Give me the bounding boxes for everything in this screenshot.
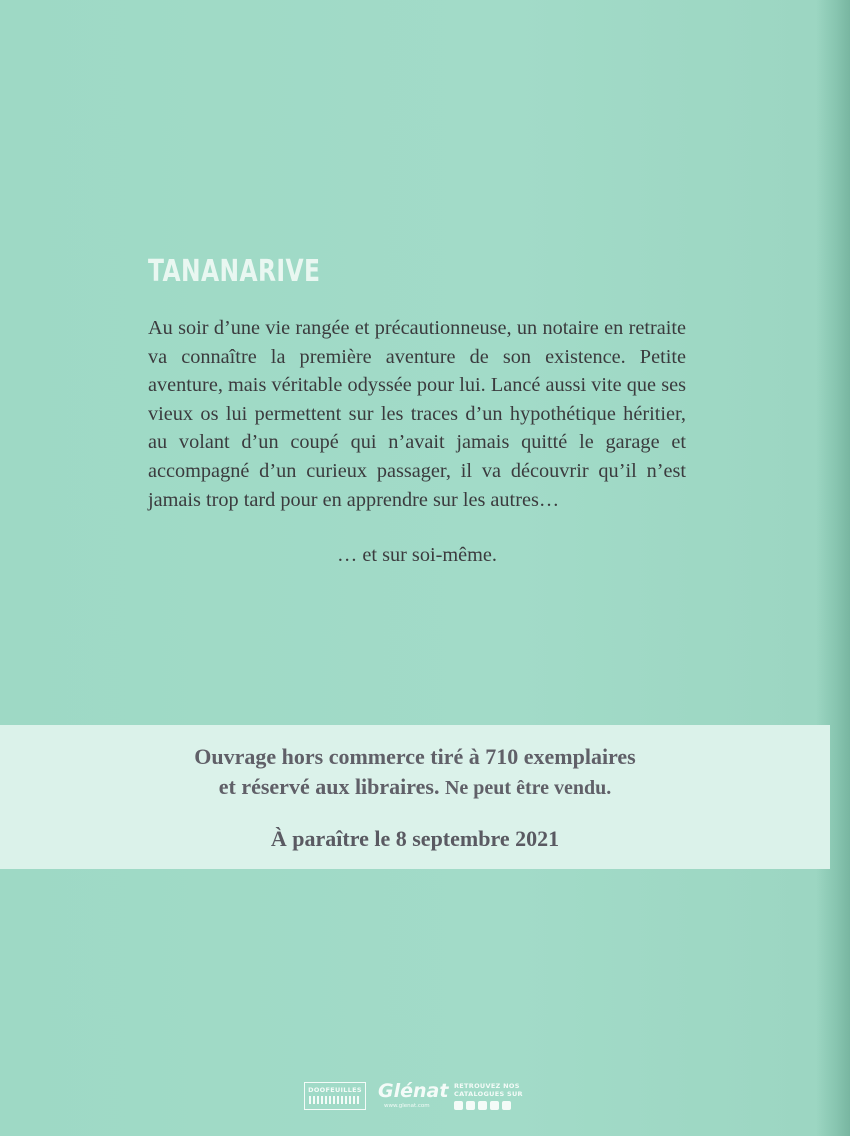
notice-line-1: Ouvrage hors commerce tiré à 710 exemplaires xyxy=(194,744,636,769)
doofeuilles-label: DOOFEUILLES xyxy=(308,1086,362,1094)
doofeuilles-logo xyxy=(304,1082,366,1110)
notice-line-2-small: Ne peut être vendu. xyxy=(444,777,612,799)
doofeuilles-pattern xyxy=(309,1096,361,1104)
glenat-label: Glénat xyxy=(378,1080,449,1102)
youtube-icon[interactable] xyxy=(490,1101,499,1110)
instagram-icon[interactable] xyxy=(478,1101,487,1110)
notice-text xyxy=(0,742,830,803)
social-icons xyxy=(454,1101,534,1110)
synopsis-text: Au soir d’une vie rangée et précautionneuse, un notaire en retraite va connaître la première aventure de son existence. Petite aventure, mais véritable odyssée pour lui. Lancé aussi vite que ses vieux os lui permettent sur les traces d’un hypothétique héritier, au volant d’un coupé qui n’avait jamais quitté le garage et accompagné d’un curieux passager, il va découvrir qu’il n’est jamais trop tard pour en apprendre sur les autres… xyxy=(148,317,686,511)
facebook-icon[interactable] xyxy=(454,1101,463,1110)
glenat-logo xyxy=(378,1080,448,1110)
release-date: À paraître le 8 septembre 2021 xyxy=(270,826,560,851)
catalog-text: RETROUVEZ NOS CATALOGUES SUR xyxy=(454,1082,523,1098)
twitch-icon[interactable] xyxy=(502,1101,511,1110)
spine-shadow xyxy=(816,0,850,1136)
book-title: TANANARIVE xyxy=(148,254,321,289)
notice-line-2: et réservé aux libraires. xyxy=(218,774,440,799)
synopsis-coda: … et sur soi-même. xyxy=(337,544,497,566)
twitter-icon[interactable] xyxy=(466,1101,475,1110)
glenat-url: www.glenat.com xyxy=(384,1103,430,1109)
catalog-block xyxy=(454,1082,534,1110)
